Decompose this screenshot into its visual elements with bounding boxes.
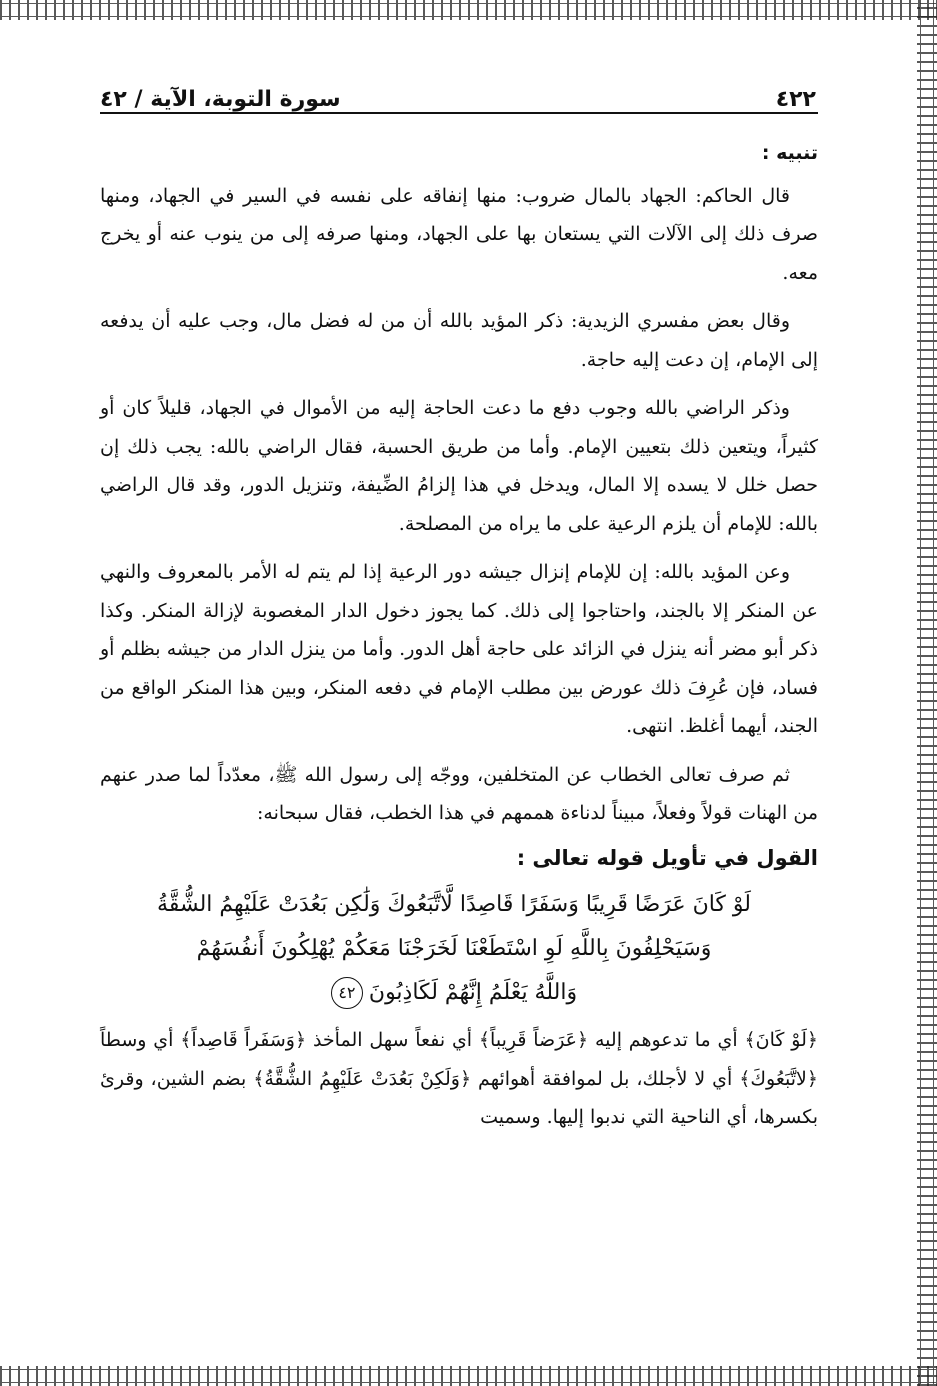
decorative-border-top (0, 0, 937, 20)
paragraph: وقال بعض مفسري الزيدية: ذكر المؤيد بالله أن من له فضل مال، وجب عليه أن يدفعه إلى الإمام، إن دعت إليه حاجة. (100, 310, 818, 371)
page-number: ٤٢٢ (775, 87, 816, 112)
verse-line-final (120, 971, 788, 1015)
verse-line: لَوْ كَانَ عَرَضًا قَرِيبًا وَسَفَرًا قَاصِدًا لَّاتَّبَعُوكَ وَلَٰكِن بَعُدَتْ عَلَيْهِمُ الشُّقَّةُ (157, 892, 751, 917)
decorative-border-right (917, 0, 937, 1386)
commentary-paragraph: ﴿لَوْ كَانَ﴾ أي ما تدعوهم إليه ﴿عَرَضاً قَرِيباً﴾ أي نفعاً سهل المأخذ ﴿وَسَفَراً قَاصِداً﴾ أي وسطاً ﴿لاتَّبَعُوكَ﴾ أي لا لأجلك، بل لموافقة أهوائهم ﴿وَلَكِنْ بَعُدَتْ عَلَيْهِمُ الشُّقَّةُ﴾ بضم الشين، وقرئ بكسرها، أي الناحية التي ندبوا إليها. وسميت (100, 1029, 818, 1128)
quran-verse (120, 883, 788, 1015)
paragraph: وذكر الراضي بالله وجوب دفع ما دعت الحاجة إليه من الأموال في الجهاد، قليلاً كان أو كثيراً، ويتعين ذلك بتعيين الإمام. وأما من طريق الحسبة، فقال الراضي بالله: يجب ذلك إن حصل خلل لا يسده إلا المال، ويدخل في هذا إلزامُ الضِّيفة، وتنزيل الدور، وقد قال الراضي بالله: للإمام أن يلزم الرعية على ما يراه من المصلحة. (100, 397, 818, 535)
page-header (100, 64, 818, 114)
verse-number-marker: ٤٢ (331, 977, 363, 1009)
note-subheading: تنبيه : (761, 142, 818, 164)
verse-line-text: وَاللَّهُ يَعْلَمُ إِنَّهُمْ لَكَاذِبُونَ (368, 980, 578, 1005)
verse-line: وَسَيَحْلِفُونَ بِاللَّهِ لَوِ اسْتَطَعْنَا لَخَرَجْنَا مَعَكُمْ يُهْلِكُونَ أَنفُسَهُمْ (196, 936, 712, 961)
decorative-border-bottom (0, 1366, 937, 1386)
page-body (100, 134, 818, 1137)
book-page (100, 64, 818, 1137)
running-title: سورة التوبة، الآية / ٤٢ (100, 87, 341, 112)
paragraph: وعن المؤيد بالله: إن للإمام إنزال جيشه دور الرعية إذا لم يتم له الأمر بالمعروف والنهي عن المنكر إلا بالجند، واحتاجوا إلى ذلك. كما يجوز دخول الدار المغصوبة لإزالة المنكر. وكذا ذكر أبو مضر أنه ينزل في الزائد على حاجة أهل الدور. وأما من ينزل الدار من جيشه بظلم أو فساد، فإن عُرِفَ ذلك عورض بين مطلب الإمام في دفعه المنكر، وبين هذا المنكر الواقع من الجند، أيهما أغلظ. انتهى. (100, 561, 818, 737)
section-heading: القول في تأويل قوله تعالى : (516, 845, 818, 870)
paragraph: ثم صرف تعالى الخطاب عن المتخلفين، ووجّه إلى رسول الله ﷺ، معدّداً لما صدر عنهم من الهنات قولاً وفعلاً، مبيناً لدناءة هممهم في هذا الخطب، فقال سبحانه: (100, 763, 818, 824)
paragraph: قال الحاكم: الجهاد بالمال ضروب: منها إنفاقه على نفسه في السير في الجهاد، ومنها صرف ذلك إلى الآلات التي يستعان بها على الجهاد، ومنها صرفه إلى من ينوب عنه أو يخرج معه. (100, 184, 818, 284)
